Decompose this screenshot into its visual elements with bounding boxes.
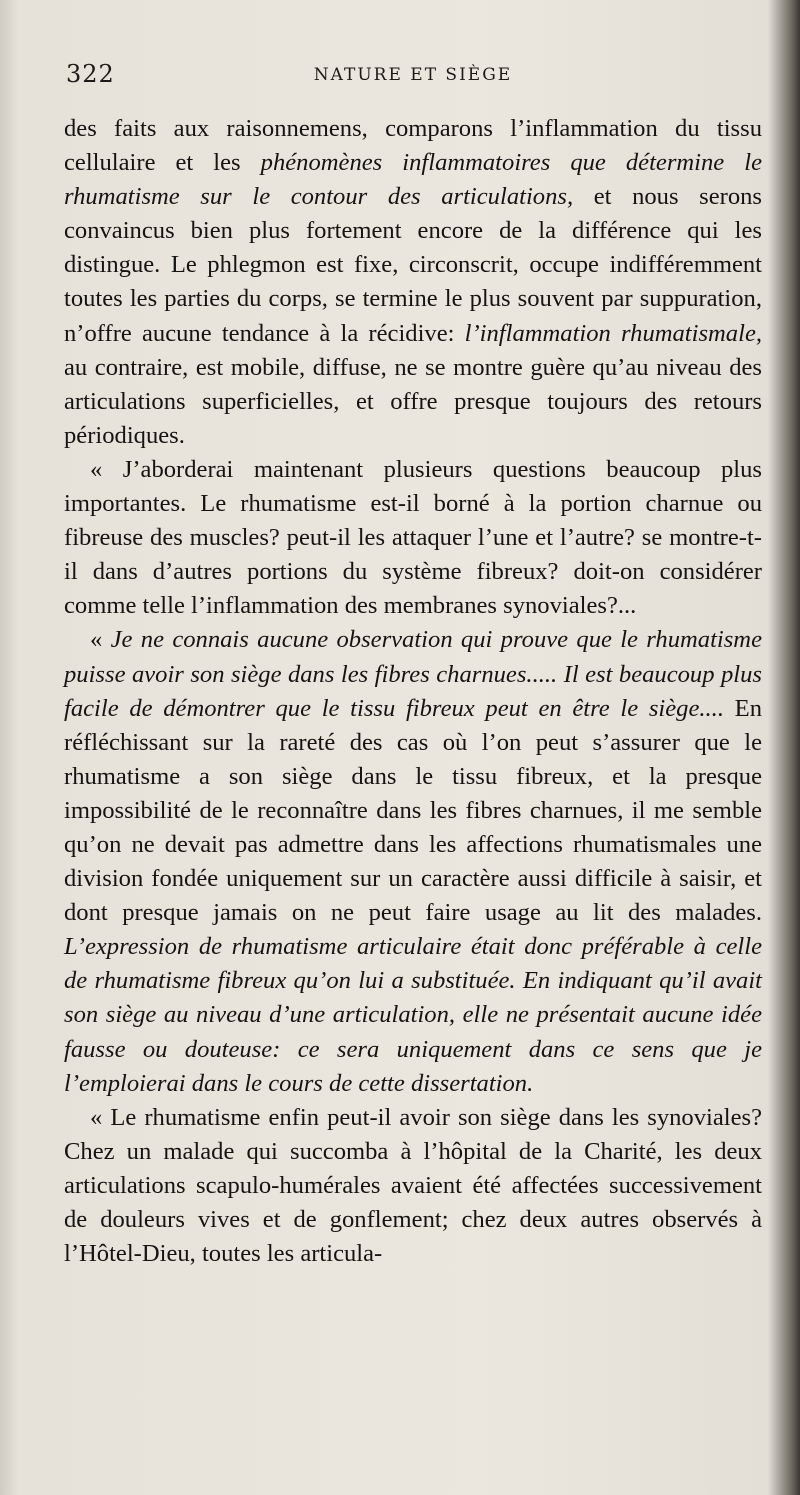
- italic-segment: phénomènes inflammatoires que détermine le rhumatisme sur le contour des articulations,: [64, 149, 762, 211]
- text-segment: «: [90, 626, 111, 654]
- text-segment: En réfléchissant sur la rareté des cas où l’on peut s’assurer que le rhumatisme a son siège dans le tissu fibreux, et la presque impossibilité de le reconnaître dans les fibres charnues, il me semble qu’on ne devait pas admettre dans les affections rhumatismales une division fondée uniquement sur un caractère aussi difficile à saisir, et dont presque jamais on ne peut faire usage au lit des malades.: [64, 694, 763, 927]
- text-segment: des faits aux raisonnemens, comparons l’inflammation du tissu cellulaire et les: [64, 115, 762, 177]
- page-number: 322: [66, 60, 115, 88]
- italic-segment: l’inflammation rhumatismale,: [464, 319, 763, 347]
- paragraph-1: [64, 112, 762, 453]
- paragraph-4: [64, 1101, 762, 1271]
- body-text: [64, 112, 762, 1271]
- text-segment: et nous serons convaincus bien plus fortement encore de la différence qui les distingue. Le phlegmon est fixe, circonscrit, occupe indifféremment toutes les parties du corps, se termine le plus souvent par suppuration, n’offre aucune tendance à la récidive:: [64, 183, 762, 347]
- italic-segment: Je ne connais aucune observation qui prouve que le rhumatisme puisse avoir son siège dans les fibres charnues..... Il est beaucoup plus facile de démontrer que le tissu fibreux peut en être le siège....: [64, 626, 762, 722]
- paragraph-3: [64, 623, 762, 1100]
- italic-segment: L’expression de rhumatisme articulaire était donc préférable à celle de rhumatisme fibreux qu’on lui a substituée. En indiquant qu’il avait son siège au niveau d’une articulation, elle ne présentait aucune idée fausse ou douteuse: ce sera uniquement dans ce sens que je l’emploierai dans le cours de cette dissertation.: [64, 933, 762, 1097]
- page-header: [66, 60, 760, 96]
- text-segment: au contraire, est mobile, diffuse, ne se montre guère qu’au niveau des articulations superficielles, et offre presque toujours des retours périodiques.: [64, 353, 762, 449]
- running-title: NATURE ET SIÈGE: [313, 65, 513, 85]
- paragraph-2: [64, 453, 762, 623]
- text-segment: « J’aborderai maintenant plusieurs questions beaucoup plus importantes. Le rhumatisme est-il borné à la portion charnue ou fibreuse des muscles? peut-il les attaquer l’une et l’autre? se montre-t-il dans d’autres portions du système fibreux? doit-on considérer comme telle l’inflammation des membranes synoviales?...: [64, 455, 762, 620]
- text-segment: « Le rhumatisme enfin peut-il avoir son siège dans les synoviales? Chez un malade qui succomba à l’hôpital de la Charité, les deux articulations scapulo-humérales avaient été affectées successivement de douleurs vives et de gonflement; chez deux autres observés à l’Hôtel-Dieu, toutes les articula-: [64, 1103, 762, 1268]
